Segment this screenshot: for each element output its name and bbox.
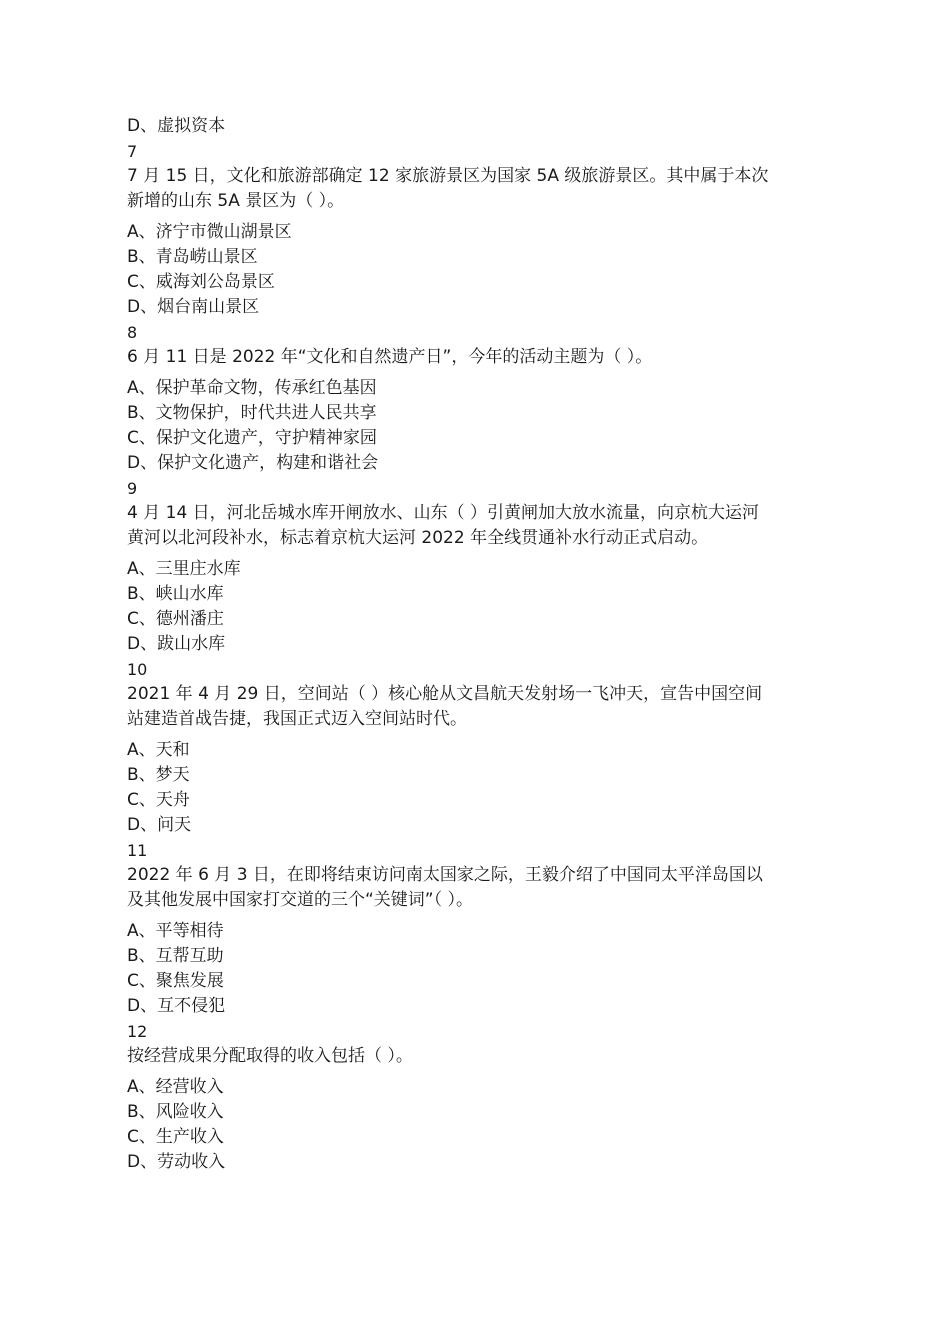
question-block	[127, 139, 827, 320]
option-d: D、保护文化遗产，构建和谐社会	[127, 453, 379, 473]
question-block	[127, 838, 827, 1019]
question-block	[127, 320, 827, 476]
option-c: C、生产收入	[127, 1127, 224, 1147]
question-text-line: 4 月 14 日，河北岳城水库开闸放水、山东（ ）引黄闸加大放水流量，向京杭大运河	[127, 503, 760, 523]
question-block	[127, 657, 827, 838]
option-d: D、烟台南山景区	[127, 297, 260, 317]
question-text-line: 6 月 11 日是 2022 年“文化和自然遗产日”，今年的活动主题为（ ）。	[127, 347, 653, 367]
option-b: B、风险收入	[127, 1102, 224, 1122]
option-b: B、青岛崂山景区	[127, 247, 258, 267]
question-number: 8	[127, 323, 138, 342]
question-text-line: 2021 年 4 月 29 日，空间站（ ）核心舱从文昌航天发射场一飞冲天，宣告中国空间	[127, 684, 763, 704]
lead-option: D、虚拟资本	[127, 116, 226, 136]
option-b: B、梦天	[127, 765, 190, 785]
question-text	[127, 501, 827, 551]
option-a: A、三里庄水库	[127, 559, 241, 579]
option-c: C、德州潘庄	[127, 609, 224, 629]
option-c: C、威海刘公岛景区	[127, 272, 275, 292]
option-b: B、文物保护，时代共进人民共享	[127, 403, 377, 423]
question-block	[127, 1019, 827, 1175]
document-page	[127, 114, 827, 1175]
question-text-line: 按经营成果分配取得的收入包括（ ）。	[127, 1046, 413, 1066]
option-c: C、保护文化遗产，守护精神家园	[127, 428, 377, 448]
question-number: 11	[127, 841, 148, 860]
question-text	[127, 164, 827, 214]
option-d: D、互不侵犯	[127, 996, 226, 1016]
question-text-line: 7 月 15 日，文化和旅游部确定 12 家旅游景区为国家 5A 级旅游景区。其中属于本次	[127, 166, 769, 186]
question-text	[127, 682, 827, 732]
question-text-line: 2022 年 6 月 3 日，在即将结束访问南太国家之际，王毅介绍了中国同太平洋岛国以	[127, 865, 763, 885]
option-c: C、聚焦发展	[127, 971, 224, 991]
question-number: 9	[127, 479, 138, 498]
question-text-line: 新增的山东 5A 景区为（ ）。	[127, 191, 345, 211]
option-a: A、济宁市微山湖景区	[127, 222, 292, 242]
option-b: B、互帮互助	[127, 946, 224, 966]
question-text-line: 及其他发展中国家打交道的三个“关键词”（ ）。	[127, 890, 474, 910]
option-d: D、跋山水库	[127, 634, 226, 654]
question-number: 7	[127, 142, 138, 161]
option-a: A、天和	[127, 740, 190, 760]
question-number: 10	[127, 660, 148, 679]
option-a: A、保护革命文物，传承红色基因	[127, 378, 377, 398]
question-text	[127, 1044, 827, 1069]
option-a: A、经营收入	[127, 1077, 224, 1097]
question-text-line: 站建造首战告捷，我国正式迈入空间站时代。	[127, 709, 467, 729]
option-c: C、天舟	[127, 790, 190, 810]
question-text	[127, 345, 827, 370]
option-b: B、峡山水库	[127, 584, 224, 604]
option-d: D、问天	[127, 815, 192, 835]
option-a: A、平等相待	[127, 921, 224, 941]
question-number: 12	[127, 1022, 148, 1041]
question-text	[127, 863, 827, 913]
question-text-line: 黄河以北河段补水，标志着京杭大运河 2022 年全线贯通补水行动正式启动。	[127, 528, 709, 548]
question-block	[127, 476, 827, 657]
option-d: D、劳动收入	[127, 1152, 226, 1172]
